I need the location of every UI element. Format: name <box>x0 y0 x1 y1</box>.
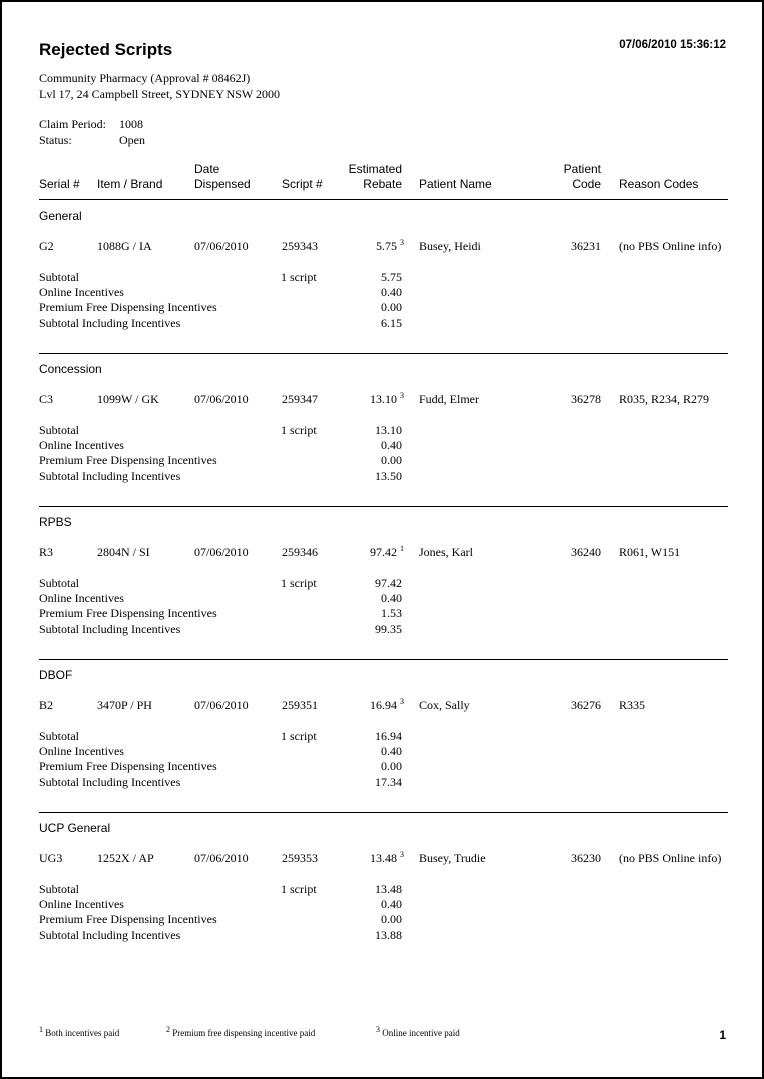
premium-incentives-value: 1.53 <box>381 606 402 620</box>
row-reason: (no PBS Online info) <box>619 239 722 253</box>
footnote-3 <box>376 1025 460 1038</box>
row-rebate <box>370 392 404 407</box>
row-reason: R035, R234, R279 <box>619 392 710 406</box>
section-rule <box>39 659 728 660</box>
online-incentives-value: 0.40 <box>381 591 402 605</box>
row-rebate <box>370 698 404 713</box>
row-date: 07/06/2010 <box>194 545 249 559</box>
col-code-line2: Code <box>572 177 601 191</box>
subtotal-including-value: 17.34 <box>375 775 402 789</box>
status-label: Status: <box>39 133 72 147</box>
row-date: 07/06/2010 <box>194 239 249 253</box>
row-item: 1099W / GK <box>97 392 159 406</box>
subtotal-label: Subtotal <box>39 576 80 590</box>
subtotal-count: 1 script <box>281 576 317 590</box>
row-rebate <box>370 545 404 560</box>
section-title: UCP General <box>39 821 111 835</box>
row-script: 259347 <box>282 392 318 406</box>
footnote-3-number: 3 <box>376 1025 380 1034</box>
online-incentives-value: 0.40 <box>381 285 402 299</box>
footnote-3-text: Online incentive paid <box>382 1028 460 1038</box>
premium-incentives-value: 0.00 <box>381 912 402 926</box>
section-rule <box>39 506 728 507</box>
column-headers <box>2 160 762 194</box>
subtotal-including-label: Subtotal Including Incentives <box>39 316 181 330</box>
row-code: 36240 <box>571 545 601 559</box>
row-serial: R3 <box>39 545 54 559</box>
subtotal-including-label: Subtotal Including Incentives <box>39 622 181 636</box>
row-code: 36230 <box>571 851 601 865</box>
subtotal-count: 1 script <box>281 270 317 284</box>
premium-incentives-label: Premium Free Dispensing Incentives <box>39 759 217 773</box>
subtotal-including-value: 13.88 <box>375 928 402 942</box>
premium-incentives-label: Premium Free Dispensing Incentives <box>39 453 217 467</box>
row-code: 36231 <box>571 239 601 253</box>
premium-incentives-value: 0.00 <box>381 300 402 314</box>
online-incentives-value: 0.40 <box>381 438 402 452</box>
row-rebate-value: 13.48 <box>370 851 397 865</box>
page-number: 1 <box>719 1028 726 1042</box>
subtotal-label: Subtotal <box>39 270 80 284</box>
row-patient: Cox, Sally <box>419 698 470 712</box>
row-date: 07/06/2010 <box>194 392 249 406</box>
row-rebate-note: 3 <box>400 697 404 706</box>
col-patient: Patient Name <box>419 177 492 191</box>
col-rebate-line2: Rebate <box>363 177 402 191</box>
subtotal-including-value: 13.50 <box>375 469 402 483</box>
row-patient: Busey, Heidi <box>419 239 481 253</box>
footnote-2-number: 2 <box>166 1025 170 1034</box>
row-serial: C3 <box>39 392 54 406</box>
section-rule <box>39 812 728 813</box>
col-code-line1: Patient <box>563 162 601 176</box>
row-patient: Jones, Karl <box>419 545 473 559</box>
subtotal-count: 1 script <box>281 423 317 437</box>
row-rebate-value: 97.42 <box>370 545 397 559</box>
footnote-1-text: Both incentives paid <box>45 1028 120 1038</box>
row-rebate-value: 16.94 <box>370 698 397 712</box>
online-incentives-label: Online Incentives <box>39 438 124 452</box>
row-reason: R061, W151 <box>619 545 681 559</box>
claim-period-value: 1008 <box>119 117 143 131</box>
row-rebate-value: 5.75 <box>376 239 397 253</box>
row-patient: Fudd, Elmer <box>419 392 479 406</box>
subtotal-value: 13.48 <box>375 882 402 896</box>
row-rebate-note: 3 <box>400 850 404 859</box>
row-item: 1088G / IA <box>97 239 152 253</box>
row-rebate-note: 3 <box>400 238 404 247</box>
row-item: 2804N / SI <box>97 545 150 559</box>
online-incentives-label: Online Incentives <box>39 591 124 605</box>
subtotal-label: Subtotal <box>39 423 80 437</box>
row-patient: Busey, Trudie <box>419 851 486 865</box>
subtotal-including-label: Subtotal Including Incentives <box>39 775 181 789</box>
col-script: Script # <box>282 177 323 191</box>
col-rebate-line1: Estimated <box>348 162 402 176</box>
footnote-1-number: 1 <box>39 1025 43 1034</box>
premium-incentives-label: Premium Free Dispensing Incentives <box>39 300 217 314</box>
subtotal-including-value: 99.35 <box>375 622 402 636</box>
premium-incentives-label: Premium Free Dispensing Incentives <box>39 912 217 926</box>
subtotal-value: 5.75 <box>381 270 402 284</box>
col-reason: Reason Codes <box>619 177 699 191</box>
online-incentives-label: Online Incentives <box>39 744 124 758</box>
row-code: 36276 <box>571 698 601 712</box>
status-value: Open <box>119 133 145 147</box>
section-title: General <box>39 209 82 223</box>
subtotal-count: 1 script <box>281 882 317 896</box>
report-title: Rejected Scripts <box>39 40 173 59</box>
col-serial: Serial # <box>39 177 80 191</box>
row-item: 1252X / AP <box>97 851 154 865</box>
subtotal-including-label: Subtotal Including Incentives <box>39 928 181 942</box>
online-incentives-value: 0.40 <box>381 744 402 758</box>
row-rebate-note: 1 <box>400 544 404 553</box>
footnote-1 <box>39 1025 120 1038</box>
footnote-2 <box>166 1025 316 1038</box>
premium-incentives-value: 0.00 <box>381 453 402 467</box>
row-date: 07/06/2010 <box>194 698 249 712</box>
header-rule <box>39 199 728 200</box>
row-rebate <box>370 851 404 866</box>
footnote-2-text: Premium free dispensing incentive paid <box>172 1028 316 1038</box>
row-reason: (no PBS Online info) <box>619 851 722 865</box>
col-date-line2: Dispensed <box>194 177 251 191</box>
report-timestamp: 07/06/2010 15:36:12 <box>619 39 726 51</box>
online-incentives-value: 0.40 <box>381 897 402 911</box>
col-item: Item / Brand <box>97 177 163 191</box>
section-title: RPBS <box>39 515 72 529</box>
subtotal-label: Subtotal <box>39 729 80 743</box>
row-reason: R335 <box>619 698 646 712</box>
row-serial: B2 <box>39 698 54 712</box>
subtotal-including-label: Subtotal Including Incentives <box>39 469 181 483</box>
claim-period-label: Claim Period: <box>39 117 106 131</box>
premium-incentives-value: 0.00 <box>381 759 402 773</box>
row-item: 3470P / PH <box>97 698 152 712</box>
pharmacy-address: Lvl 17, 24 Campbell Street, SYDNEY NSW 2000 <box>39 87 280 101</box>
row-serial: UG3 <box>39 851 63 865</box>
row-serial: G2 <box>39 239 54 253</box>
section-title: DBOF <box>39 668 73 682</box>
row-script: 259353 <box>282 851 318 865</box>
section-rule <box>39 353 728 354</box>
subtotal-value: 13.10 <box>375 423 402 437</box>
subtotal-label: Subtotal <box>39 882 80 896</box>
online-incentives-label: Online Incentives <box>39 897 124 911</box>
row-rebate <box>376 239 404 254</box>
subtotal-value: 97.42 <box>375 576 402 590</box>
row-date: 07/06/2010 <box>194 851 249 865</box>
row-rebate-note: 3 <box>400 391 404 400</box>
row-script: 259346 <box>282 545 318 559</box>
subtotal-count: 1 script <box>281 729 317 743</box>
premium-incentives-label: Premium Free Dispensing Incentives <box>39 606 217 620</box>
subtotal-including-value: 6.15 <box>381 316 402 330</box>
subtotal-value: 16.94 <box>375 729 402 743</box>
row-rebate-value: 13.10 <box>370 392 397 406</box>
col-date-line1: Date <box>194 162 220 176</box>
row-script: 259351 <box>282 698 318 712</box>
row-code: 36278 <box>571 392 601 406</box>
section-title: Concession <box>39 362 102 376</box>
pharmacy-name: Community Pharmacy (Approval # 08462J) <box>39 71 251 85</box>
online-incentives-label: Online Incentives <box>39 285 124 299</box>
row-script: 259343 <box>282 239 318 253</box>
